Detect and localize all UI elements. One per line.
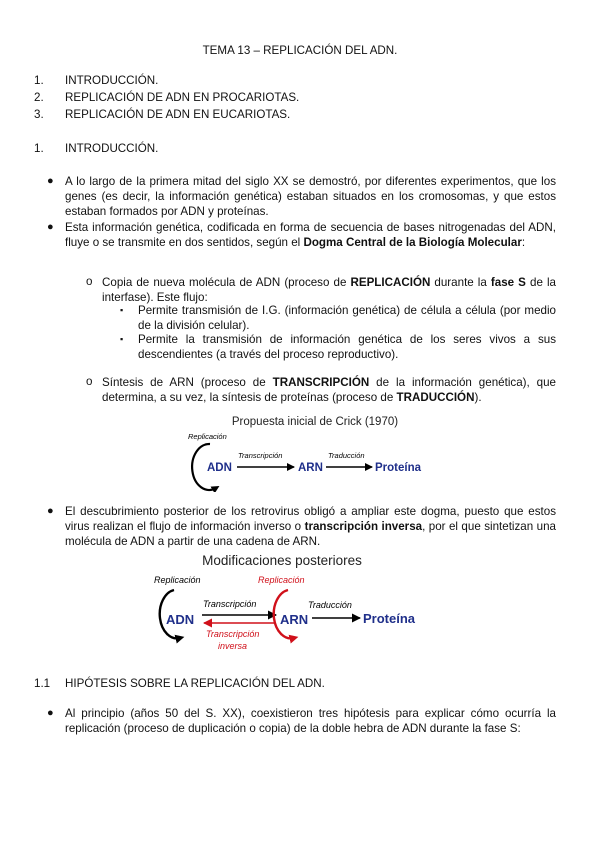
modified-dogma-diagram — [150, 548, 450, 660]
label-transcription: Transcripción — [203, 599, 257, 609]
label-reverse-inverse: inversa — [218, 641, 248, 651]
section-text: INTRODUCCIÓN. — [65, 142, 159, 155]
translation-term: TRADUCCIÓN — [396, 391, 475, 404]
reverse-transcription-term: transcripción inversa — [304, 520, 423, 533]
paragraph: Al principio (años 50 del S. XX), coexistieron tres hipótesis para explicar cómo ocurría la replicación (proceso de duplicación o copia) de la doble hebra de ADN durante la fase S: — [65, 707, 556, 735]
toc-text: INTRODUCCIÓN. — [65, 74, 159, 87]
node-rna: ARN — [280, 612, 309, 627]
paragraph: El descubrimiento posterior de los retrovirus obligó a ampliar este dogma, puesto que estos virus realizan el flujo de información inverso o transcripción inversa, por el que sintetizan una molécula de ADN a partir de una cadena de ARN. — [65, 505, 556, 548]
toc-text: REPLICACIÓN DE ADN EN PROCARIOTAS. — [65, 91, 300, 104]
sub-sub-item: Permite la transmisión de información genética de los seres vivos a sus descendientes (a través del proceso reproductivo). — [138, 333, 556, 361]
page-title: TEMA 13 – REPLICACIÓN DEL ADN. — [202, 44, 398, 57]
label-replication-dna: Replicación — [154, 575, 201, 585]
sub-marker: o — [86, 375, 93, 388]
paragraph: Esta información genética, codificada en forma de secuencia de bases nitrogenadas del ADN, fluye o se transmite en dos sentidos, según el Dogma Central de la Biología Molecular: — [65, 221, 556, 249]
diagram-title: Propuesta inicial de Crick (1970) — [231, 416, 399, 428]
sub-paragraph: Síntesis de ARN (proceso de TRANSCRIPCIÓN de la información genética), que determina, a su vez, la síntesis de proteínas (proceso de TRADUCCIÓN). — [102, 376, 556, 404]
label-replication: Replicación — [188, 432, 227, 441]
crick-dogma-diagram — [180, 410, 430, 492]
diagram-title: Modificaciones posteriores — [202, 553, 362, 568]
node-protein: Proteína — [375, 462, 422, 474]
paragraph-text: A lo largo de la primera mitad del siglo XX se demostró, por diferentes experimentos, que los genes (es decir, la información genética) estaban situados en los cromosomas, y que estos estaban formados por ADN y proteínas. — [65, 175, 556, 218]
toc-number: 3. — [34, 108, 44, 121]
square-bullet-icon: ▪ — [120, 334, 124, 344]
square-bullet-icon: ▪ — [120, 305, 124, 315]
bullet-icon: ● — [47, 221, 54, 233]
bullet-icon: ● — [47, 505, 54, 517]
section-number: 1.1 — [34, 677, 51, 690]
node-dna: ADN — [207, 462, 232, 474]
sub-sub-item: Permite transmisión de I.G. (información genética) de célula a célula (por medio de la división celular). — [138, 304, 556, 332]
paragraph — [65, 174, 556, 219]
transcription-term: TRANSCRIPCIÓN — [272, 376, 370, 389]
dogma-term: Dogma Central de la Biología Molecular — [303, 236, 522, 249]
label-translation: Traducción — [308, 600, 352, 610]
label-reverse-transcription: Transcripción — [206, 629, 260, 639]
sub-marker: o — [86, 275, 93, 288]
sub-paragraph: Copia de nueva molécula de ADN (proceso de REPLICACIÓN durante la fase S de la interfase). Este flujo: — [102, 276, 556, 304]
toc-text: REPLICACIÓN DE ADN EN EUCARIOTAS. — [65, 108, 291, 121]
section-number: 1. — [34, 142, 44, 155]
section-text: HIPÓTESIS SOBRE LA REPLICACIÓN DEL ADN. — [65, 677, 325, 690]
toc-number: 1. — [34, 74, 44, 87]
node-dna: ADN — [166, 612, 195, 627]
bullet-icon: ● — [47, 707, 54, 719]
bullet-icon: ● — [47, 175, 54, 187]
toc-number: 2. — [34, 91, 44, 104]
replication-term: REPLICACIÓN — [350, 276, 431, 289]
node-protein: Proteína — [363, 611, 416, 626]
label-replication-rna: Replicación — [258, 575, 305, 585]
node-rna: ARN — [298, 462, 323, 474]
label-transcription: Transcripción — [238, 451, 283, 460]
phase-s-term: fase S — [490, 276, 526, 289]
label-translation: Traducción — [328, 451, 365, 460]
